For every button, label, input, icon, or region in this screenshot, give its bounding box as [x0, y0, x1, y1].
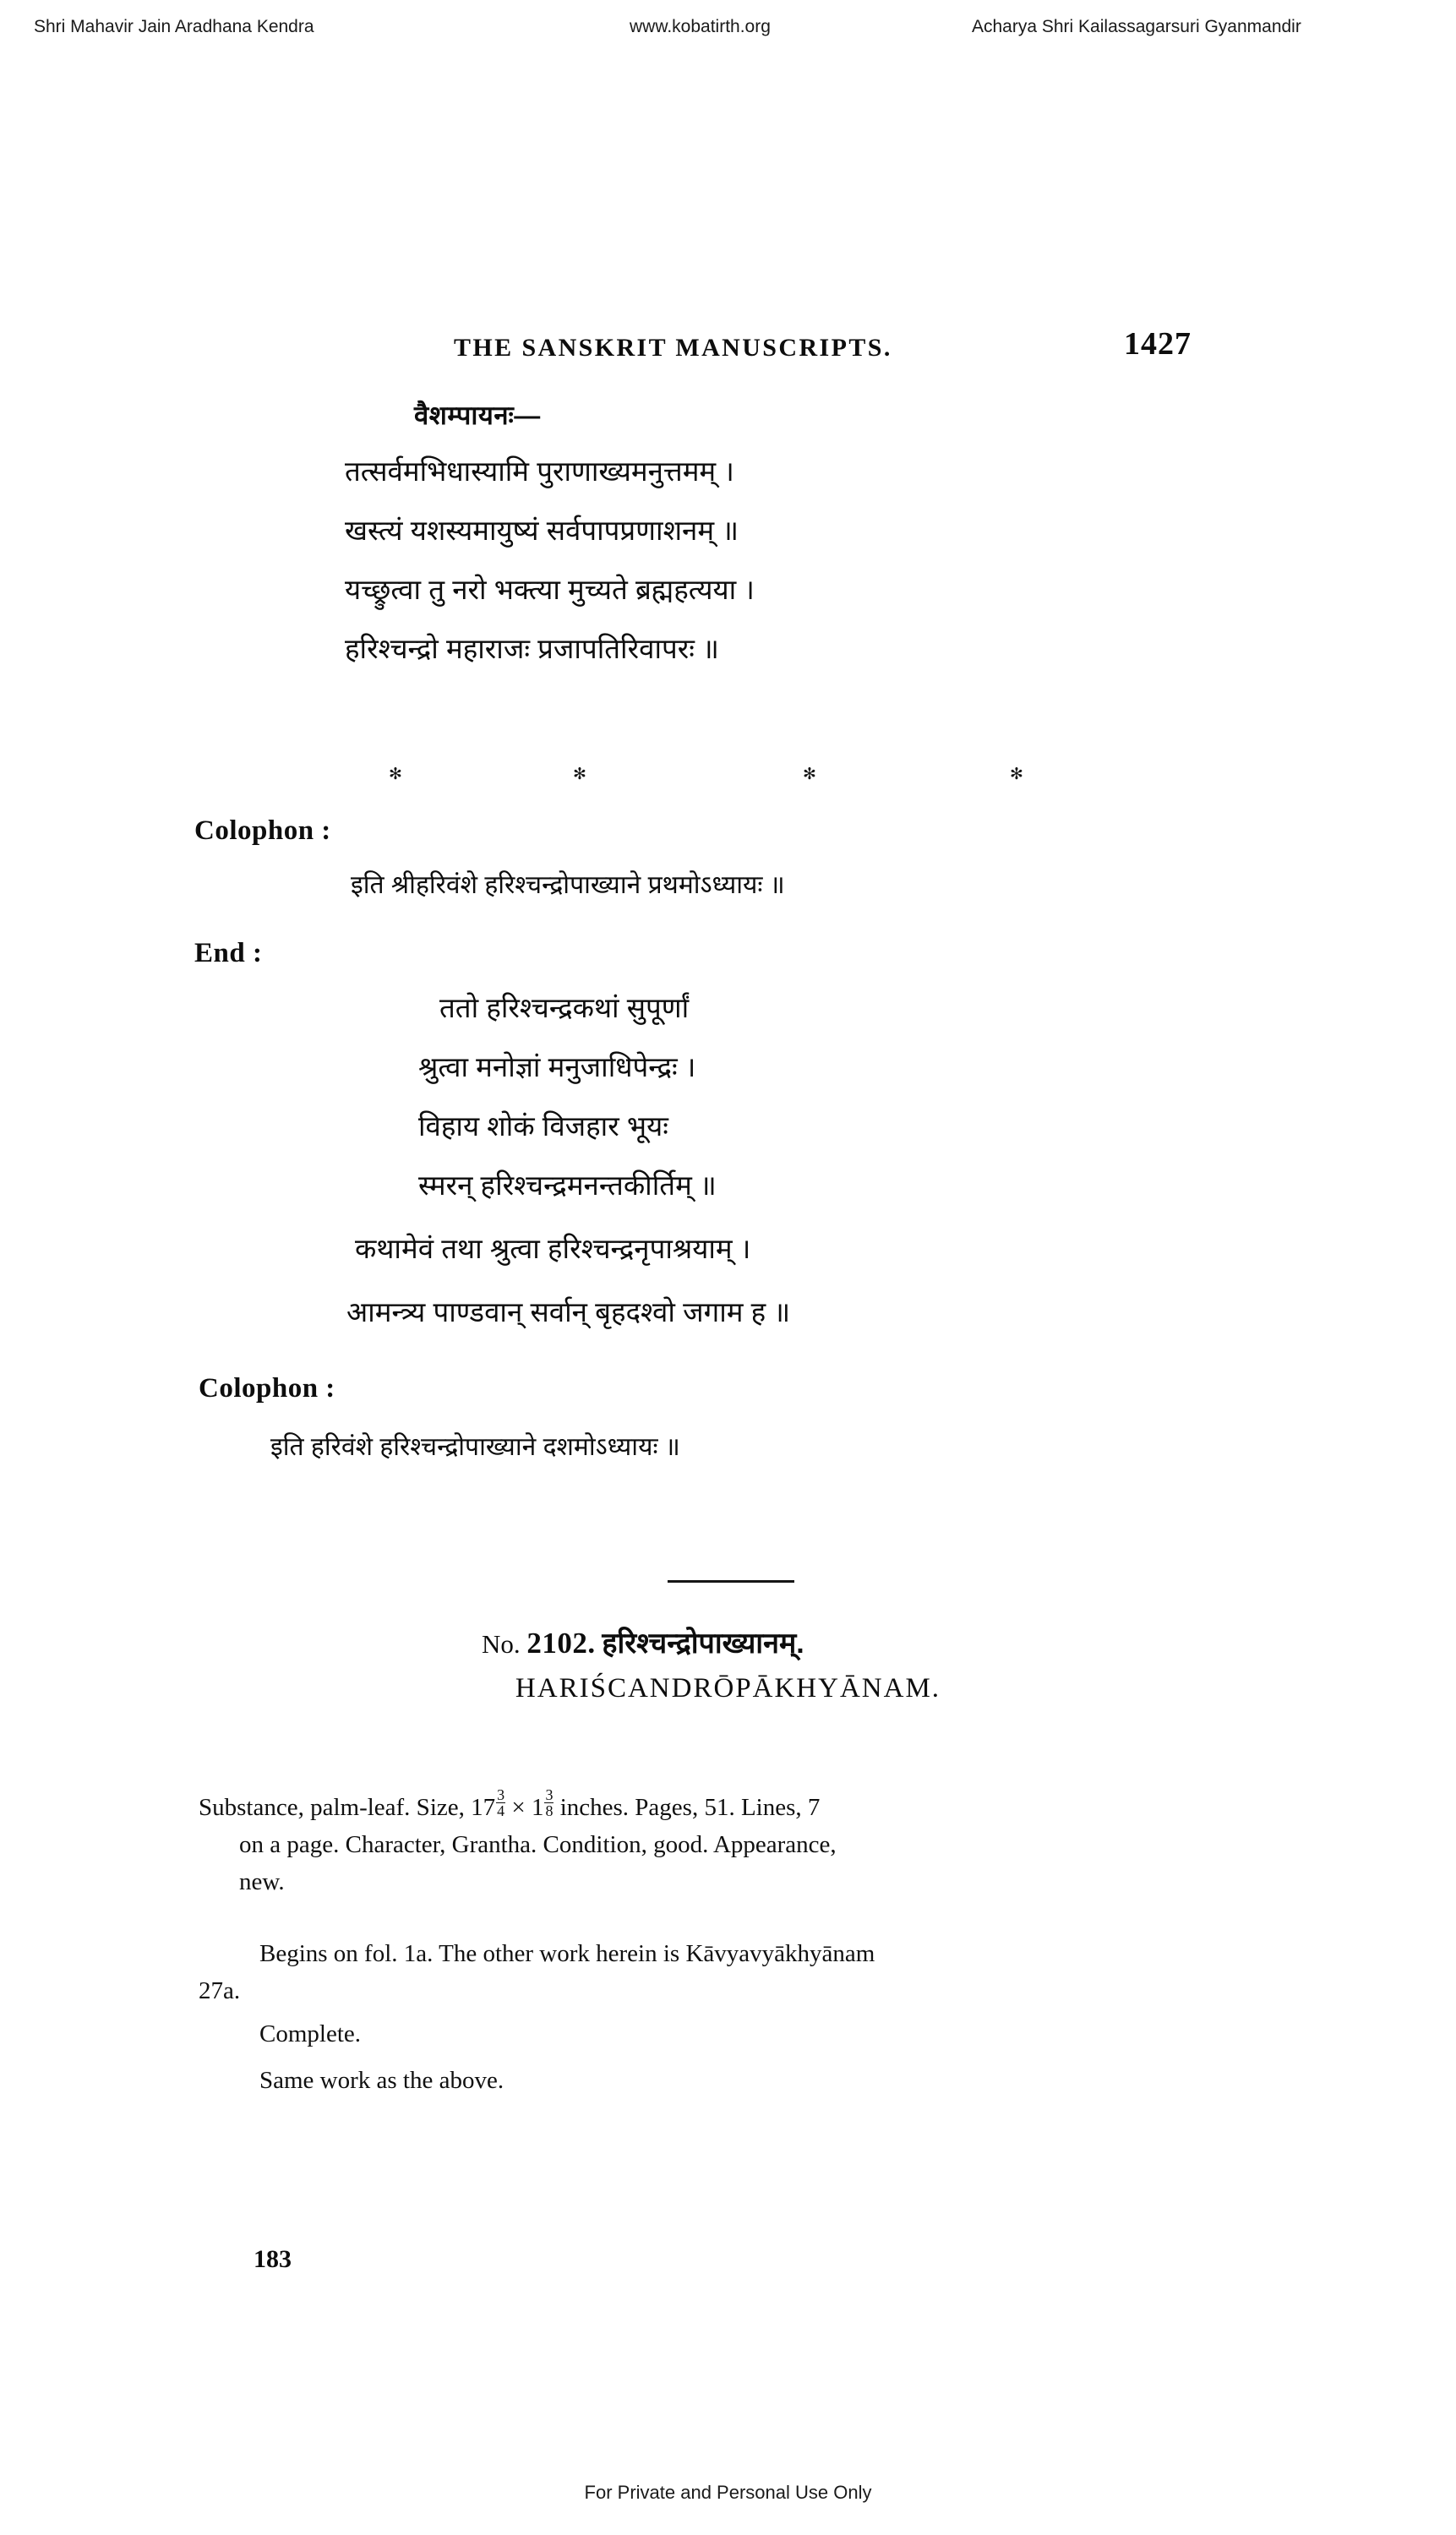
asterisk-ornament-icon: ✻	[389, 765, 402, 783]
asterisk-ornament-icon: ✻	[803, 765, 816, 783]
page-number: 1427	[1124, 326, 1192, 362]
colophon-label: Colophon :	[194, 815, 331, 846]
manuscript-begins-note	[199, 1935, 1272, 2009]
description-line	[199, 1787, 1272, 1826]
scanned-page	[0, 101, 1456, 2434]
complete-note: Complete.	[259, 2020, 362, 2047]
scan-header-left-text: Shri Mahavir Jain Aradhana Kendra	[34, 17, 314, 36]
scan-overlay-header	[0, 17, 1456, 46]
end-verse-line: आमन्त्र्य पाण्डवान् सर्वान् बृहदश्वो जगाम ह ॥	[346, 1296, 791, 1327]
colophon-text: इति हरिवंशे हरिश्चन्द्रोपाख्याने दशमोऽध्यायः ॥	[270, 1433, 680, 1461]
record-heading	[482, 1622, 804, 1661]
description-text: × 1	[505, 1794, 544, 1822]
section-divider	[668, 1580, 794, 1583]
colophon-label: Colophon :	[199, 1373, 335, 1404]
manuscript-same-work-note	[199, 2062, 1272, 2099]
running-head-title: THE SANSKRIT MANUSCRIPTS.	[454, 334, 892, 362]
size-fraction-three-quarters: $\frac{3}{4}$	[497, 1786, 505, 1819]
verse-line: खस्त्यं यशस्यमायुष्यं सर्वपापप्रणाशनम् ॥	[345, 515, 739, 546]
manuscript-completeness	[199, 2015, 1272, 2053]
ornament-row	[0, 765, 1456, 787]
record-title-devanagari: हरिश्चन्द्रोपाख्यानम्.	[602, 1627, 804, 1660]
begins-line: Begins on fol. 1a. The other work herein is Kāvyavyākhyānam	[259, 1940, 875, 1967]
description-line: on a page. Character, Grantha. Condition, good. Appearance,	[239, 1831, 837, 1859]
record-number-label: No.	[482, 1629, 521, 1659]
asterisk-ornament-icon: ✻	[1010, 765, 1023, 783]
record-title-roman: HARIŚCANDRŌPĀKHYĀNAM.	[515, 1673, 941, 1704]
running-head	[0, 326, 1456, 376]
end-verse-line: विहाय शोकं विजहार भूयः	[418, 1110, 668, 1142]
description-text: inches. Pages, 51. Lines, 7	[553, 1794, 821, 1822]
end-label: End :	[194, 938, 263, 968]
description-line: new.	[239, 1868, 285, 1896]
scan-header-right-text: Acharya Shri Kailassagarsuri Gyanmandir	[972, 17, 1301, 36]
manuscript-description	[199, 1787, 1272, 1900]
description-text: Substance, palm-leaf. Size, 17	[199, 1794, 496, 1822]
end-verse-line: कथामेवं तथा श्रुत्वा हरिश्चन्द्रनृपाश्रयाम् ।	[355, 1233, 751, 1264]
size-fraction-three-eighths: $\frac{3}{8}$	[545, 1786, 553, 1819]
end-verse-line: ततो हरिश्चन्द्रकथां सुपूर्णां	[439, 992, 690, 1023]
scan-overlay-footer: For Private and Personal Use Only	[584, 2482, 872, 2503]
verse-line: हरिश्चन्द्रो महाराजः प्रजापतिरिवापरः ॥	[345, 633, 719, 664]
signature-mark: 183	[254, 2245, 292, 2273]
colophon-text: इति श्रीहरिवंशे हरिश्चन्द्रोपाख्याने प्रथमोऽध्यायः ॥	[351, 871, 785, 899]
scan-header-center-url: www.kobatirth.org	[630, 17, 771, 36]
end-verse-line: श्रुत्वा मनोज्ञां मनुजाधिपेन्द्रः ।	[418, 1051, 696, 1082]
record-number: 2102.	[526, 1627, 596, 1660]
end-verse-line: स्मरन् हरिश्चन्द्रमनन्तकीर्तिम् ॥	[418, 1169, 717, 1201]
same-work-note: Same work as the above.	[259, 2067, 504, 2094]
asterisk-ornament-icon: ✻	[573, 765, 586, 783]
begins-line: 27a.	[199, 1977, 241, 2004]
verse-line: यच्छ्रुत्वा तु नरो भक्त्या मुच्यते ब्रह्महत्यया ।	[345, 574, 755, 605]
verse-line: तत्सर्वमभिधास्यामि पुराणाख्यमनुत्तमम् ।	[345, 455, 734, 487]
verse-speaker-label: वैशम्पायनः—	[414, 401, 541, 430]
